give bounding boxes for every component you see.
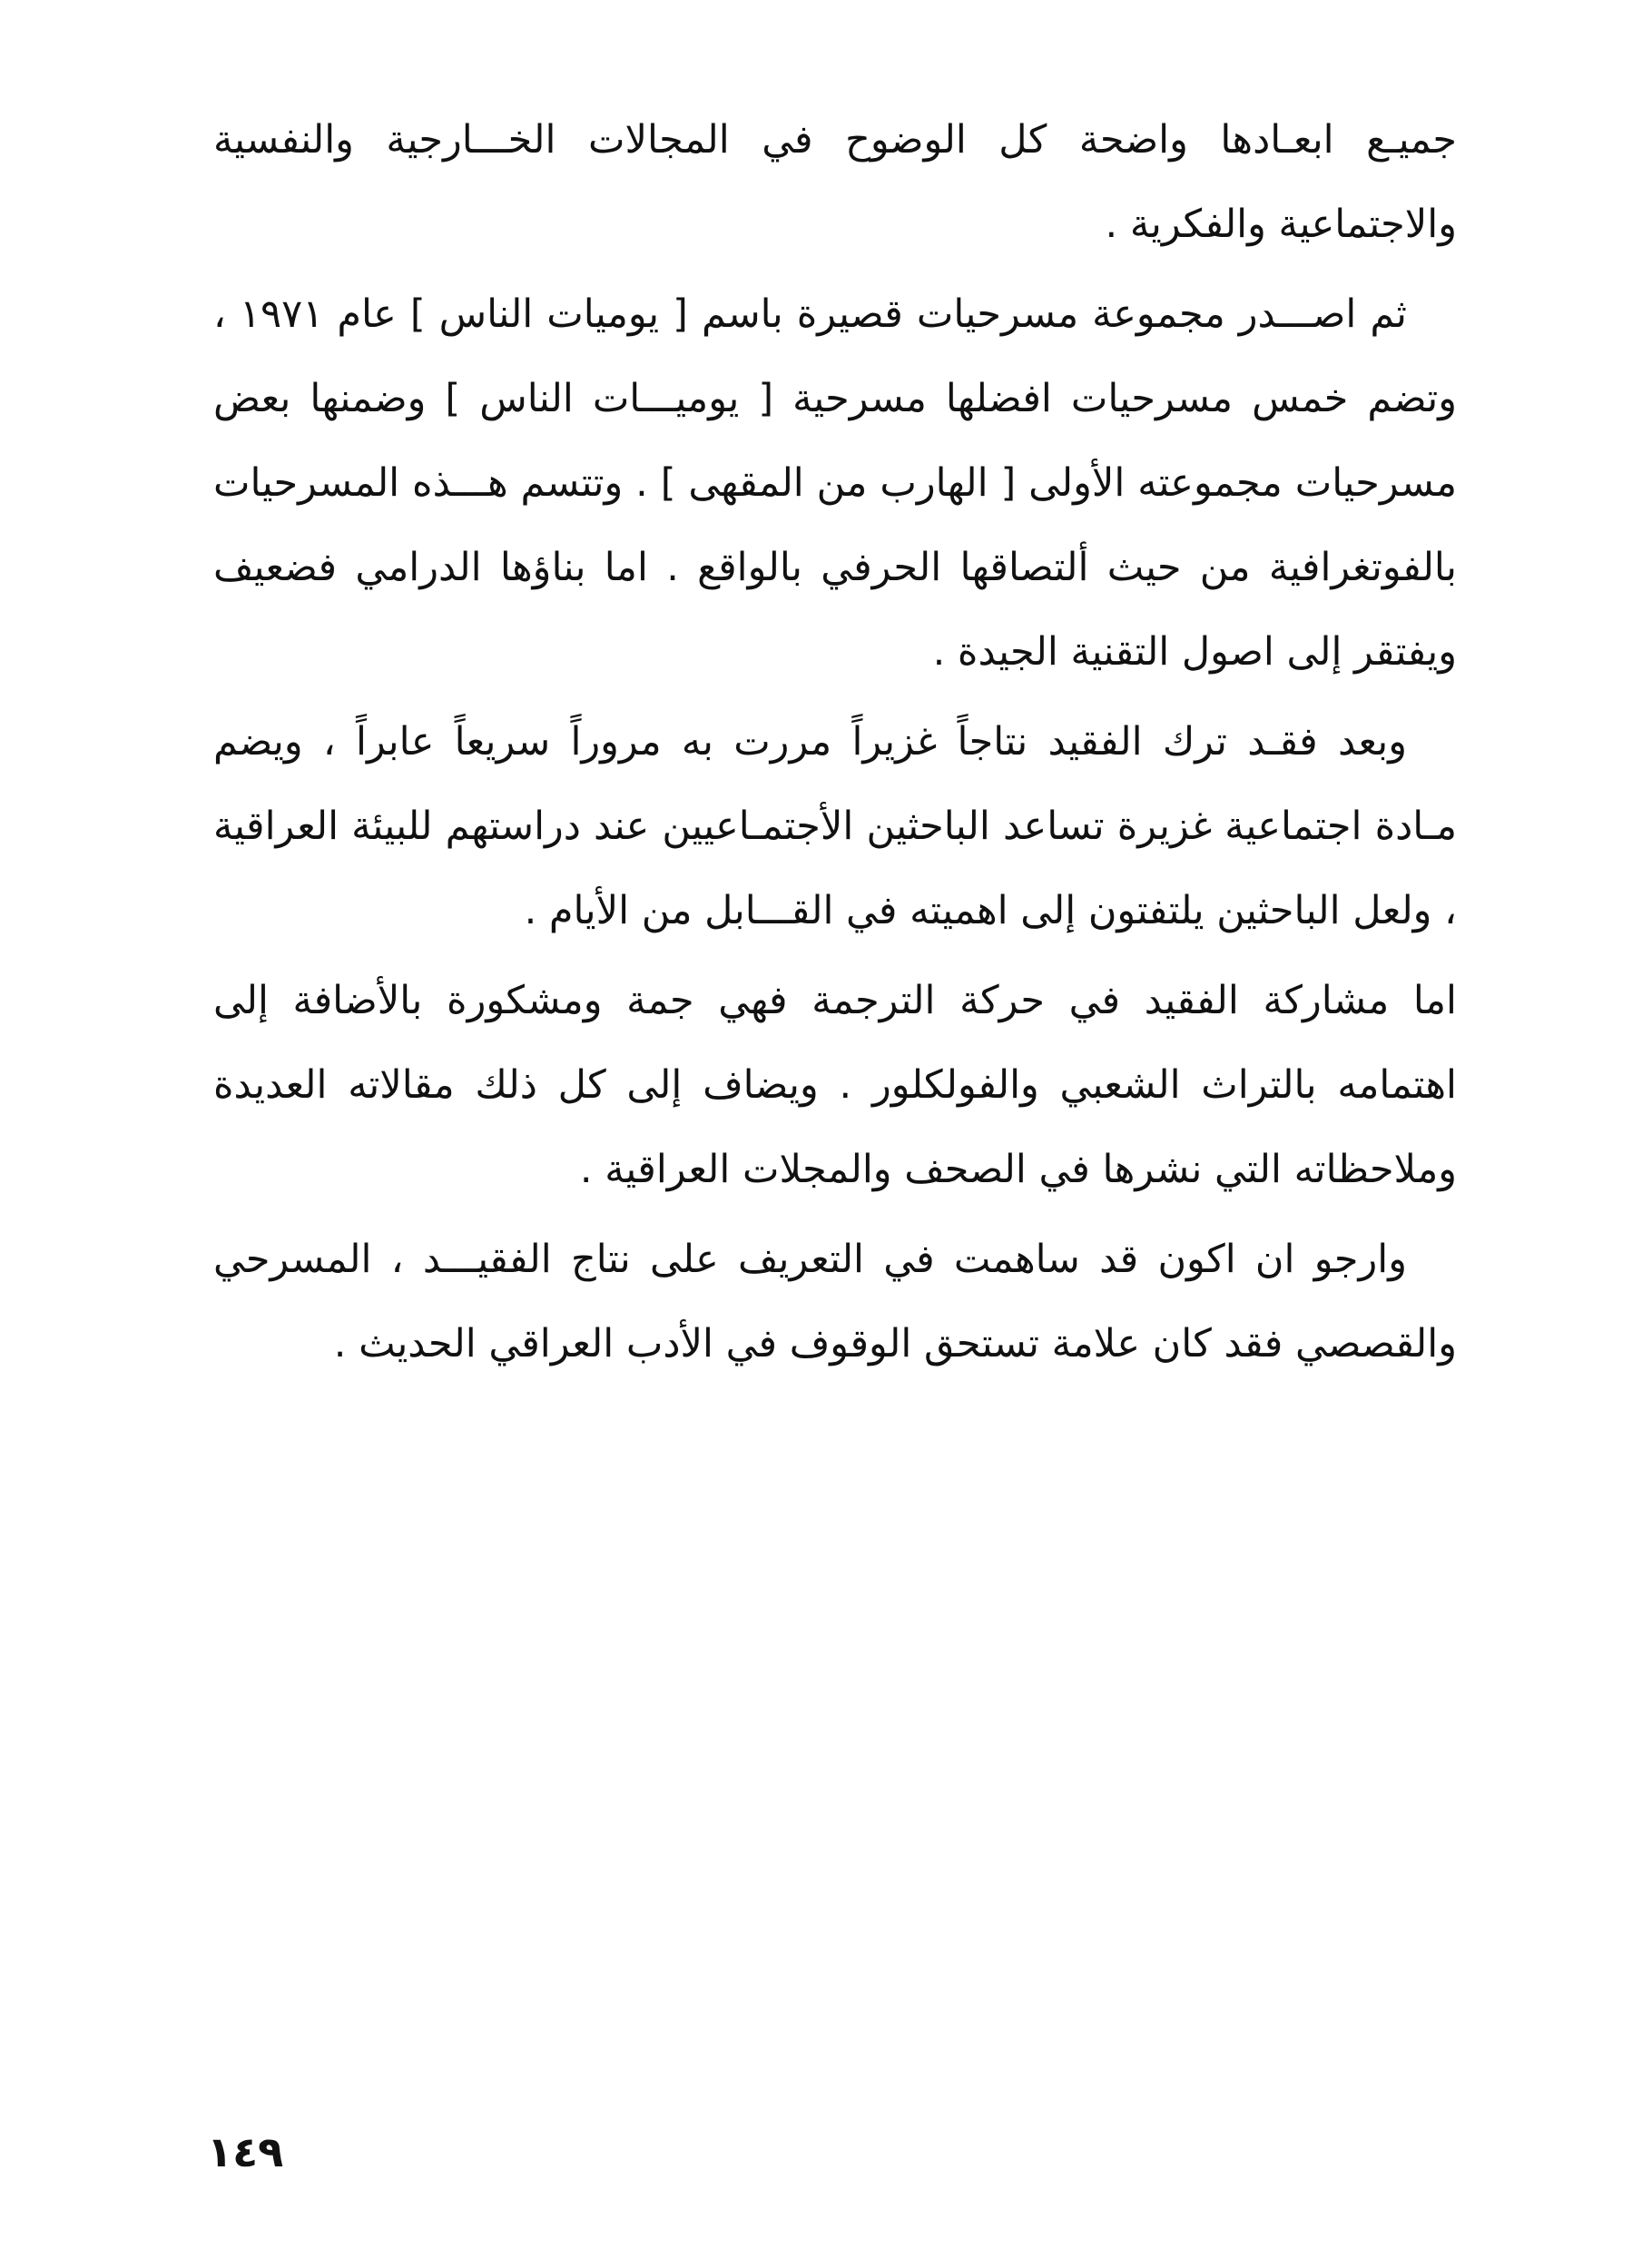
- paragraph-4: اما مشاركة الفقيد في حركة الترجمة فهي جمة ومشكورة بالأضافة إلى اهتمامه بالتراث الشعبي والفولكلور . ويضاف إلى كل ذلك مقالاته العديدة وملاحظاته التي نشرها في الصحف والمجلات العراقية .: [213, 978, 1457, 1192]
- paragraph-2: ثم اصـــدر مجموعة مسرحيات قصيرة باسم [ يوميات الناس ] عام ١٩٧١ ، وتضم خمس مسرحيات افضلها مسرحية [ يوميـــات الناس ] وضمنها بعض مسرحيات مجموعته الأولى [ الهارب من المقهى ] . وتتسم هـــذه المسرحيات بالفوتغرافية من حيث ألتصاقها الحرفي بالواقع . اما بناؤها الدرامي فضعيف ويفتقر إلى اصول التقنية الجيدة .: [213, 291, 1457, 675]
- paragraph-3: وبعد فقـد ترك الفقيد نتاجاً غزيراً مررت به مروراً سريعاً عابراً ، ويضم مـادة اجتماعية غزيرة تساعد الباحثين الأجتمـاعيين عند دراستهم للبيئة العراقية ، ولعل الباحثين يلتفتون إلى اهميته في القـــابل من الأيام .: [213, 719, 1457, 933]
- paragraph-1: جميـع ابعـادها واضحة كل الوضوح في المجالات الخـــارجية والنفسية والاجتماعية والفكرية .: [213, 117, 1457, 247]
- body-text: [213, 98, 1457, 1392]
- paragraph-5: وارجو ان اكون قد ساهمت في التعريف على نتاج الفقيـــد ، المسرحي والقصصي فقد كان علامة تستحق الوقوف في الأدب العراقي الحديث .: [213, 1237, 1457, 1366]
- page-number: ١٤٩: [207, 2127, 284, 2176]
